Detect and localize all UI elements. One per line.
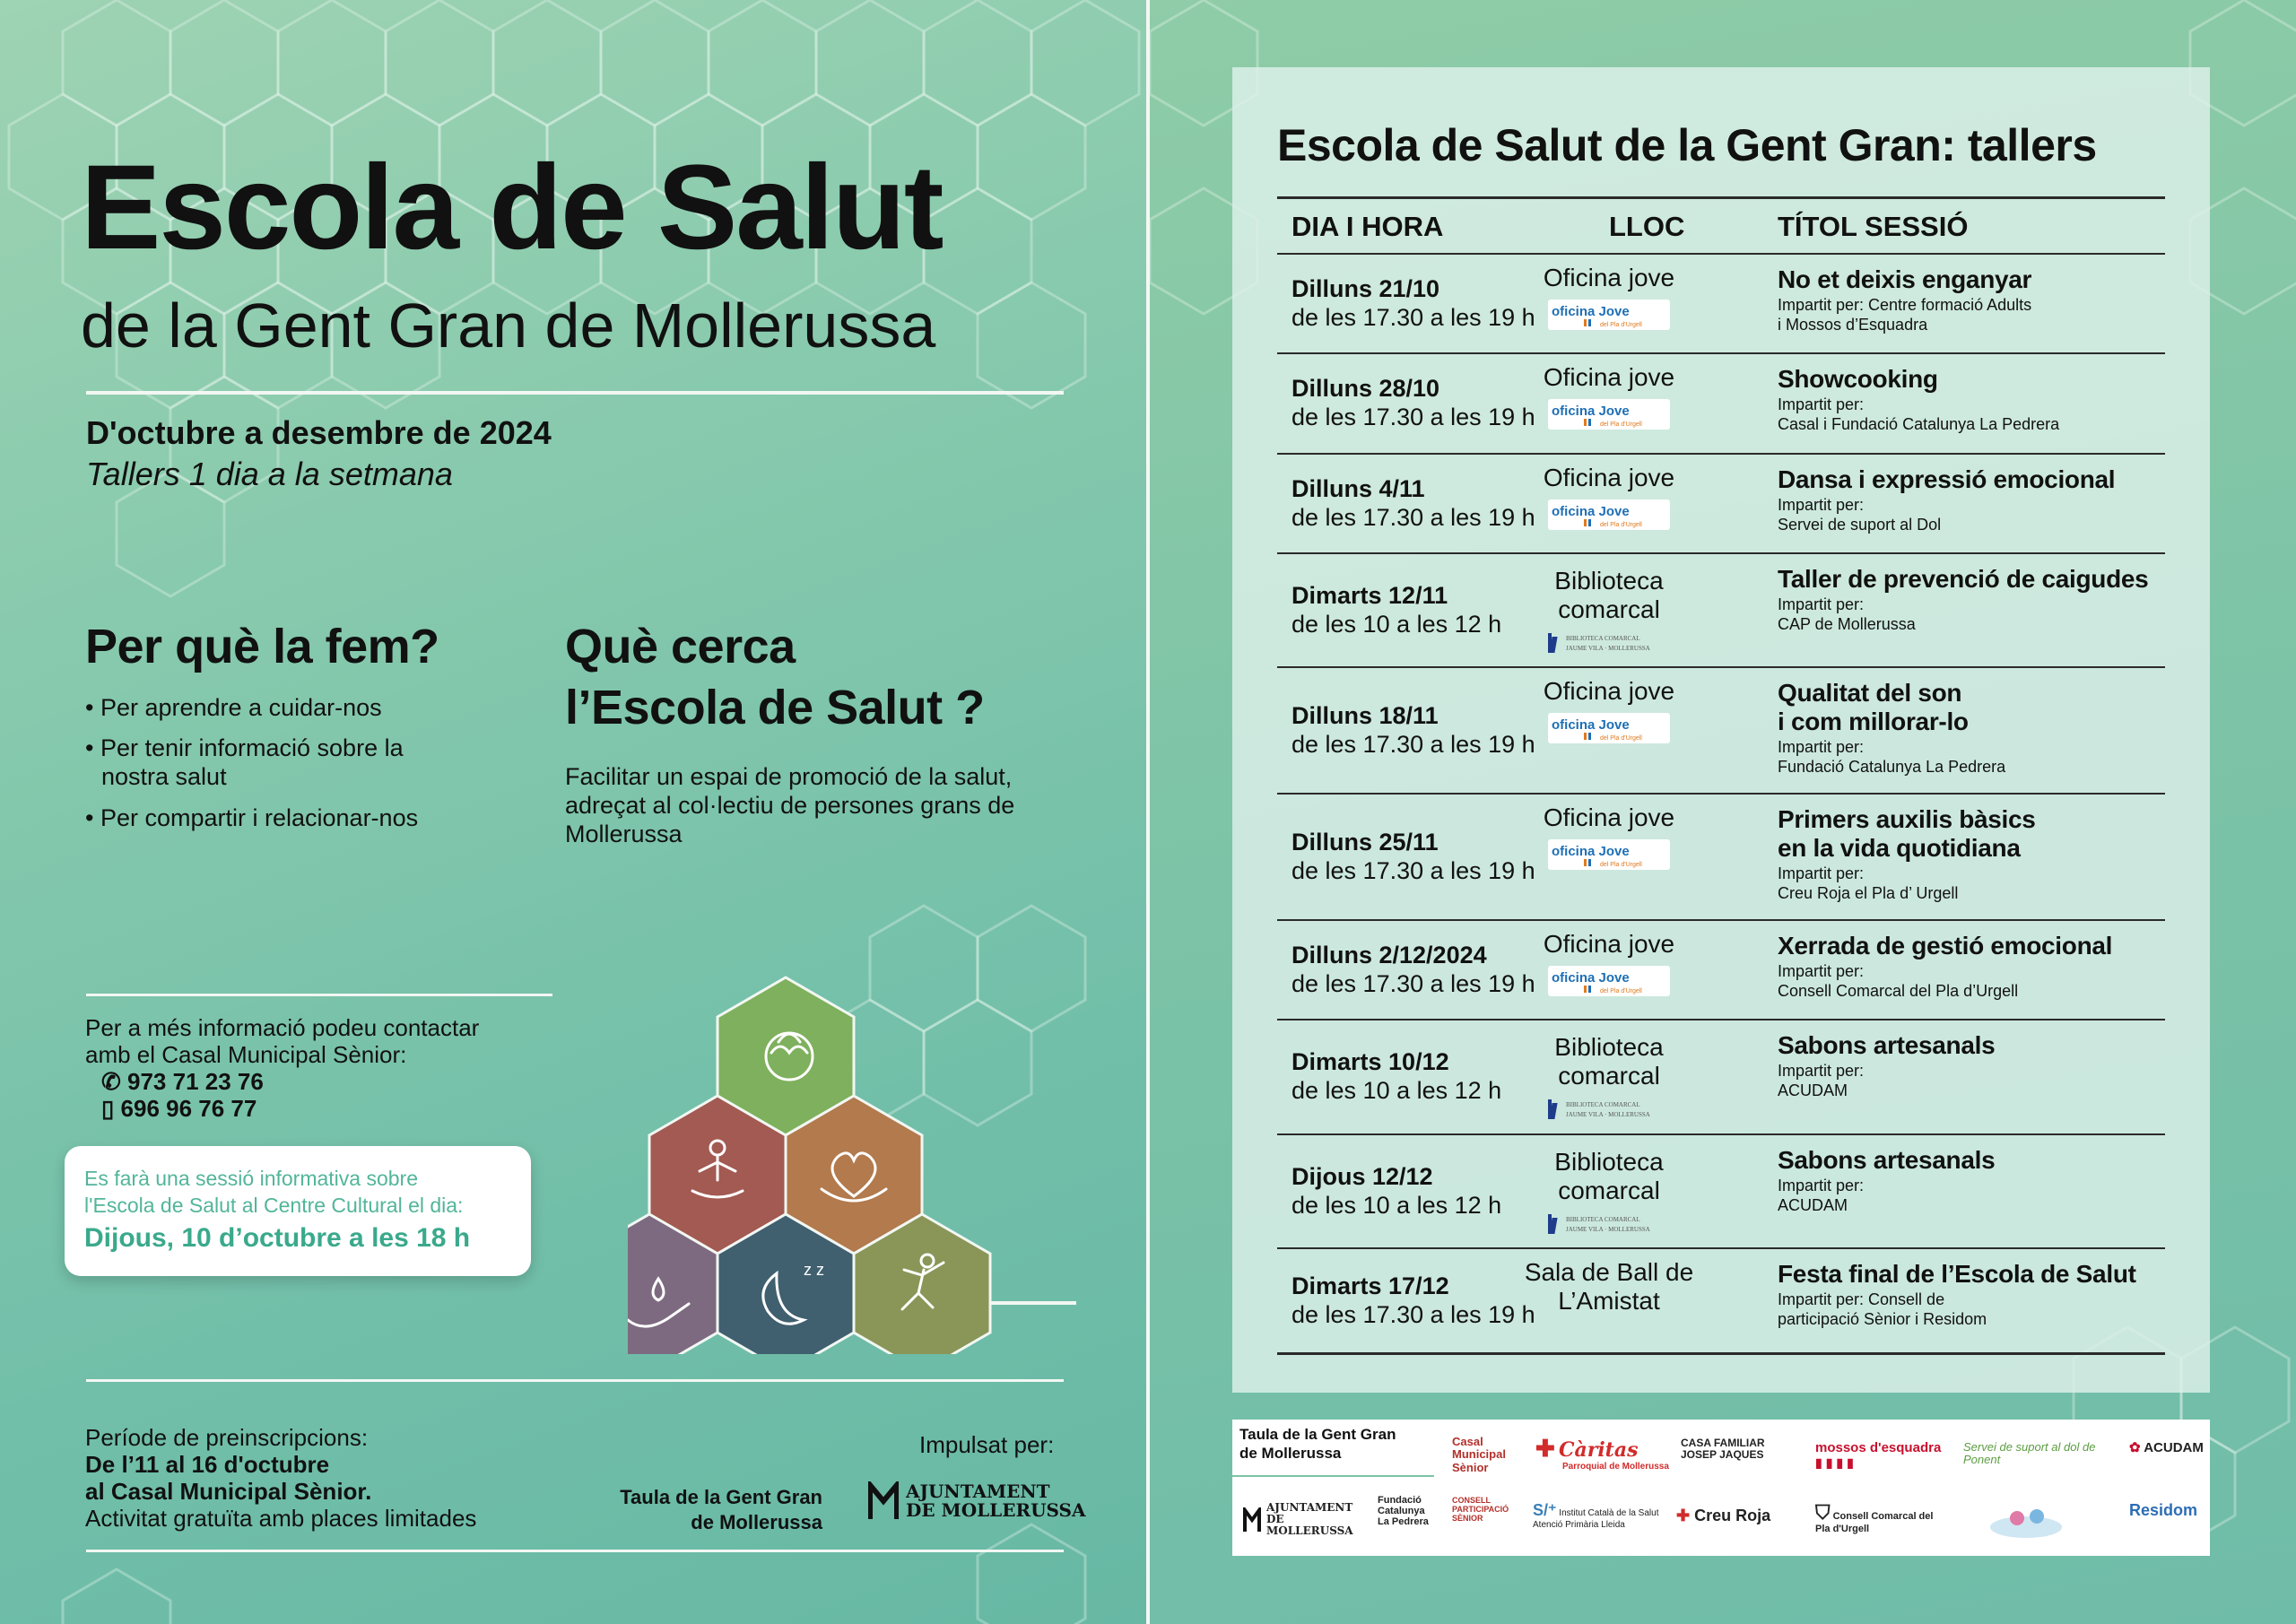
logo-text: del Pla d'Urgell	[1600, 735, 1642, 743]
session-place	[1519, 1148, 1699, 1245]
biblioteca-logo	[1546, 630, 1672, 656]
session-time: de les 10 a les 12 h	[1292, 1077, 1502, 1105]
session-title: Festa final de l’Escola de Salut	[1778, 1260, 2136, 1288]
session-place	[1519, 567, 1699, 664]
logo-text: oficina Jove	[1552, 504, 1630, 520]
page-title: Escola de Salut	[81, 141, 943, 274]
logo-text: BIBLIOTECA COMARCAL	[1566, 1216, 1640, 1224]
session-datetime	[1292, 274, 1535, 333]
ics-logo: S/⁺ Institut Català de la Salut Atenció Primària Lleida	[1533, 1501, 1659, 1530]
session-presenter: participació Sènior i Residom	[1778, 1309, 1987, 1328]
divider	[86, 1550, 1064, 1552]
table-row	[1277, 919, 2165, 1020]
session-day: Dilluns 4/11	[1292, 474, 1425, 502]
mobile-number: ▯ 696 96 76 77	[101, 1094, 257, 1122]
session-time: de les 17.30 a les 19 h	[1292, 404, 1535, 431]
session-day: Dilluns 25/11	[1292, 828, 1439, 855]
session-datetime	[1292, 701, 1535, 760]
session-presenter: Impartit per:	[1778, 495, 1865, 514]
session-place	[1510, 803, 1708, 878]
logo-text: del Pla d'Urgell	[1600, 322, 1642, 329]
session-presenter: CAP de Mollerussa	[1778, 614, 1916, 633]
servei-suport-dol-logo: Servei de suport al dol de Ponent	[1963, 1440, 2096, 1467]
biblioteca-logo	[1546, 1211, 1672, 1238]
session-title: No et deixis enganyar	[1778, 265, 2032, 293]
poster-right-panel	[1150, 0, 2296, 1624]
session-time: de les 10 a les 12 h	[1292, 1191, 1502, 1219]
session-presenter: Creu Roja el Pla d’ Urgell	[1778, 883, 1959, 902]
logo-text: oficina Jove	[1552, 970, 1630, 986]
session-title: Showcooking	[1778, 365, 1938, 393]
place-name: Oficina jove	[1543, 264, 1675, 291]
mobile-icon: ▯	[101, 1094, 121, 1122]
divider	[86, 1379, 1064, 1382]
session-datetime	[1292, 1272, 1535, 1330]
page-subtitle: de la Gent Gran de Mollerussa	[81, 291, 936, 360]
session-presenter: Impartit per:	[1778, 395, 1865, 413]
session-title: Qualitat del son	[1778, 679, 1962, 707]
logo-text: del Pla d'Urgell	[1600, 862, 1642, 869]
why-heading: Per què la fem?	[85, 620, 439, 673]
table-row	[1277, 453, 2165, 554]
what-heading-line: l’Escola de Salut ?	[565, 680, 985, 734]
oficina-jove-logo	[1548, 397, 1670, 431]
table-title: Escola de Salut de la Gent Gran: tallers	[1277, 120, 2097, 170]
session-title: Sabons artesanals	[1778, 1146, 1996, 1174]
session-title: Taller de prevenció de caigudes	[1778, 565, 2149, 593]
contact-line: amb el Casal Municipal Sènior:	[85, 1040, 407, 1068]
session-title: Dansa i expressió emocional	[1778, 465, 2116, 493]
what-heading-line: Què cerca	[565, 620, 796, 673]
session-presenter: Impartit per:	[1778, 961, 1865, 980]
table-row	[1277, 793, 2165, 921]
place-name: Oficina jove	[1543, 930, 1675, 958]
creu-roja-logo: ✚ Creu Roja	[1676, 1507, 1771, 1524]
session-presenter: Impartit per:	[1778, 1176, 1865, 1194]
session-title-block	[1778, 565, 2163, 635]
place-name: Oficina jove	[1543, 803, 1675, 831]
divider	[1277, 1352, 2165, 1355]
session-datetime	[1292, 941, 1535, 999]
list-item: • Per aprendre a cuidar-nos	[85, 693, 382, 721]
session-title-block	[1778, 1260, 2163, 1330]
table-row	[1277, 253, 2165, 354]
session-title: i com millorar-lo	[1778, 707, 1969, 735]
session-time: de les 17.30 a les 19 h	[1292, 1300, 1535, 1328]
session-day: Dilluns 28/10	[1292, 375, 1440, 402]
acudam-logo: ✿ ACUDAM	[2129, 1440, 2204, 1455]
session-day: Dimarts 12/11	[1292, 581, 1448, 609]
session-day: Dijous 12/12	[1292, 1162, 1433, 1190]
logo-text: del Pla d'Urgell	[1600, 988, 1642, 995]
session-presenter: Casal i Fundació Catalunya La Pedrera	[1778, 414, 2060, 433]
logo-text: BIBLIOTECA COMARCAL	[1566, 635, 1640, 643]
session-presenter: Impartit per: Centre formació Adults	[1778, 295, 2032, 314]
session-datetime	[1292, 581, 1501, 639]
session-time: de les 17.30 a les 19 h	[1292, 969, 1535, 997]
place-name: Biblioteca comarcal	[1554, 1148, 1664, 1205]
col-header-title: TÍTOL SESSIÓ	[1778, 211, 1969, 242]
oficina-jove-logo	[1548, 711, 1670, 745]
why-section	[85, 617, 516, 846]
mossos-logo: mossos d'esquadra ▮▮▮▮	[1815, 1440, 1942, 1470]
workshop-table-sheet	[1232, 67, 2210, 1393]
session-presenter: Impartit per:	[1778, 595, 1865, 613]
logo-text: JAUME VILA · MOLLERUSSA	[1566, 1226, 1650, 1234]
casal-senior-logo: Casal Municipal Sènior	[1452, 1435, 1506, 1474]
taula-gent-gran-logo: Taula de la Gent Gran de Mollerussa	[620, 1486, 822, 1533]
frequency: Tallers 1 dia a la setmana	[86, 456, 453, 492]
session-title: Sabons artesanals	[1778, 1031, 1996, 1059]
session-place	[1510, 930, 1708, 1004]
poster-left-panel	[0, 0, 1146, 1624]
casa-familiar-logo: CASA FAMILIAR JOSEP JAQUES	[1681, 1437, 1765, 1462]
session-place	[1510, 363, 1708, 438]
session-presenter: Servei de suport al Dol	[1778, 515, 1942, 534]
session-presenter: i Mossos d’Esquadra	[1778, 315, 1928, 334]
cross-icon: ✚	[1535, 1435, 1555, 1462]
info-session-text: Es farà una sessió informativa sobre l'Escola de Salut al Centre Cultural el dia:	[84, 1167, 464, 1217]
place-name: Oficina jove	[1543, 464, 1675, 491]
ajuntament-logo: AJUNTAMENT DE MOLLERUSSA	[1243, 1502, 1356, 1538]
svg-text:z z: z z	[804, 1261, 825, 1279]
place-name: Biblioteca comarcal	[1554, 567, 1664, 624]
what-text: Facilitar un espai de promoció de la salut, adreçat al col·lectiu de persones grans de Mollerussa	[565, 763, 1015, 847]
session-presenter: ACUDAM	[1778, 1081, 1848, 1099]
session-presenter: Impartit per: Consell de	[1778, 1290, 1945, 1308]
flower-icon: ✿	[2129, 1440, 2141, 1455]
table-row	[1277, 1247, 2165, 1354]
table-row	[1277, 552, 2165, 668]
session-datetime	[1292, 1047, 1501, 1106]
oficina-jove-logo	[1548, 964, 1670, 998]
divider	[86, 391, 1064, 395]
session-title-block	[1778, 1146, 2163, 1216]
session-title-block	[1778, 365, 2163, 435]
session-place	[1510, 677, 1708, 751]
fundacio-logo: Fundació Catalunya La Pedrera	[1378, 1495, 1429, 1528]
divider	[1232, 1475, 1434, 1477]
divider	[86, 994, 552, 996]
session-place	[1510, 1258, 1708, 1316]
session-presenter: Fundació Catalunya La Pedrera	[1778, 757, 2006, 776]
session-time: de les 17.30 a les 19 h	[1292, 303, 1535, 331]
session-time: de les 17.30 a les 19 h	[1292, 503, 1535, 531]
session-day: Dimarts 17/12	[1292, 1272, 1449, 1299]
session-time: de les 10 a les 12 h	[1292, 610, 1502, 638]
logo-text: JAUME VILA · MOLLERUSSA	[1566, 645, 1650, 653]
list-item: • Per compartir i relacionar-nos	[85, 804, 419, 832]
table-row	[1277, 1133, 2165, 1249]
oficina-jove-logo	[1548, 838, 1670, 872]
place-name: Sala de Ball de L’Amistat	[1524, 1258, 1694, 1316]
table-row	[1277, 666, 2165, 795]
phone-number: ✆ 973 71 23 76	[101, 1067, 264, 1095]
table-row	[1277, 1019, 2165, 1135]
logo-text: oficina Jove	[1552, 304, 1630, 320]
session-title-block	[1778, 679, 2163, 777]
promoted-by-label: Impulsat per:	[919, 1431, 1055, 1458]
info-session-box	[65, 1146, 531, 1276]
red-cross-icon: ✚	[1676, 1507, 1691, 1524]
list-item: • Per tenir informació sobre la nostra salut	[85, 734, 404, 791]
session-presenter: Impartit per:	[1778, 864, 1865, 882]
logo-text: oficina Jove	[1552, 717, 1630, 734]
logo-text: BIBLIOTECA COMARCAL	[1566, 1101, 1640, 1109]
phone-icon: ✆	[101, 1067, 128, 1095]
session-datetime	[1292, 828, 1535, 886]
session-time: de les 17.30 a les 19 h	[1292, 730, 1535, 758]
session-title-block	[1778, 932, 2163, 1002]
table-row	[1277, 352, 2165, 455]
session-title: Primers auxilis bàsics	[1778, 805, 2036, 833]
ajuntament-m-icon	[868, 1481, 899, 1521]
hexagon-pyramid-graphic	[628, 960, 1076, 1354]
oficina-jove-logo	[1548, 498, 1670, 532]
ajuntament-m-icon	[1243, 1507, 1261, 1533]
ajuntament-logo: AJUNTAMENT DE MOLLERUSSA	[868, 1481, 1086, 1521]
session-title-block	[1778, 805, 2163, 904]
session-day: Dimarts 10/12	[1292, 1048, 1449, 1075]
session-datetime	[1292, 474, 1535, 533]
logo-text: oficina Jove	[1552, 844, 1630, 860]
what-section	[565, 617, 1067, 849]
oficina-jove-logo	[1548, 298, 1670, 332]
col-header-day: DIA I HORA	[1292, 211, 1444, 242]
session-day: Dilluns 18/11	[1292, 701, 1439, 729]
taula-gent-gran-logo: Taula de la Gent Gran de Mollerussa	[1239, 1420, 1432, 1475]
logo-text: del Pla d'Urgell	[1600, 421, 1642, 429]
session-place	[1510, 464, 1708, 538]
session-title: en la vida quotidiana	[1778, 833, 2021, 862]
col-header-place: LLOC	[1609, 211, 1685, 242]
consell-comarcal-logo: ⛉ Consell Comarcal del Pla d'Urgell	[1815, 1501, 1934, 1535]
divider	[1277, 196, 2165, 199]
logo-text: del Pla d'Urgell	[1600, 522, 1642, 529]
why-list	[85, 694, 516, 833]
place-name: Oficina jove	[1543, 363, 1675, 391]
session-day: Dilluns 2/12/2024	[1292, 941, 1487, 968]
consell-participacio-logo: CONSELL PARTICIPACIÓ SÈNIOR	[1452, 1496, 1509, 1523]
session-title-block	[1778, 1031, 2163, 1101]
session-datetime	[1292, 374, 1535, 432]
session-day: Dilluns 21/10	[1292, 274, 1440, 302]
session-place	[1510, 264, 1708, 338]
caritas-logo: ✚ Càritas Parroquial de Mollerussa	[1535, 1435, 1669, 1472]
biblioteca-logo	[1546, 1096, 1672, 1123]
contact-info	[85, 1015, 479, 1123]
what-heading	[565, 617, 1067, 738]
session-presenter: Consell Comarcal del Pla d’Urgell	[1778, 981, 2019, 1000]
session-place	[1519, 1033, 1699, 1130]
contact-line: Per a més informació podeu contactar	[85, 1014, 480, 1041]
preinscription-info: Període de preinscripcions: De l’11 al 16 d'octubre al Casal Municipal Sènior. Activitat gratuïta amb places limitades	[85, 1424, 477, 1533]
session-time: de les 17.30 a les 19 h	[1292, 856, 1535, 884]
dates: D'octubre a desembre de 2024	[86, 414, 552, 451]
residom-logo: Residom	[2129, 1501, 2198, 1519]
ics-icon: S/⁺	[1533, 1501, 1557, 1519]
session-presenter: ACUDAM	[1778, 1195, 1848, 1214]
shield-icon: ⛉	[1815, 1501, 1831, 1524]
place-name: Oficina jove	[1543, 677, 1675, 705]
session-datetime	[1292, 1162, 1501, 1220]
logo-text: JAUME VILA · MOLLERUSSA	[1566, 1111, 1650, 1119]
illustration-logo	[1981, 1500, 2071, 1541]
sponsor-logos	[1232, 1420, 2210, 1556]
session-title-block	[1778, 265, 2163, 335]
session-presenter: Impartit per:	[1778, 737, 1865, 756]
session-title: Xerrada de gestió emocional	[1778, 932, 2113, 960]
logo-text: oficina Jove	[1552, 404, 1630, 420]
session-title-block	[1778, 465, 2163, 535]
place-name: Biblioteca comarcal	[1554, 1033, 1664, 1090]
session-presenter: Impartit per:	[1778, 1061, 1865, 1080]
info-session-date: Dijous, 10 d’octubre a les 18 h	[84, 1223, 471, 1253]
